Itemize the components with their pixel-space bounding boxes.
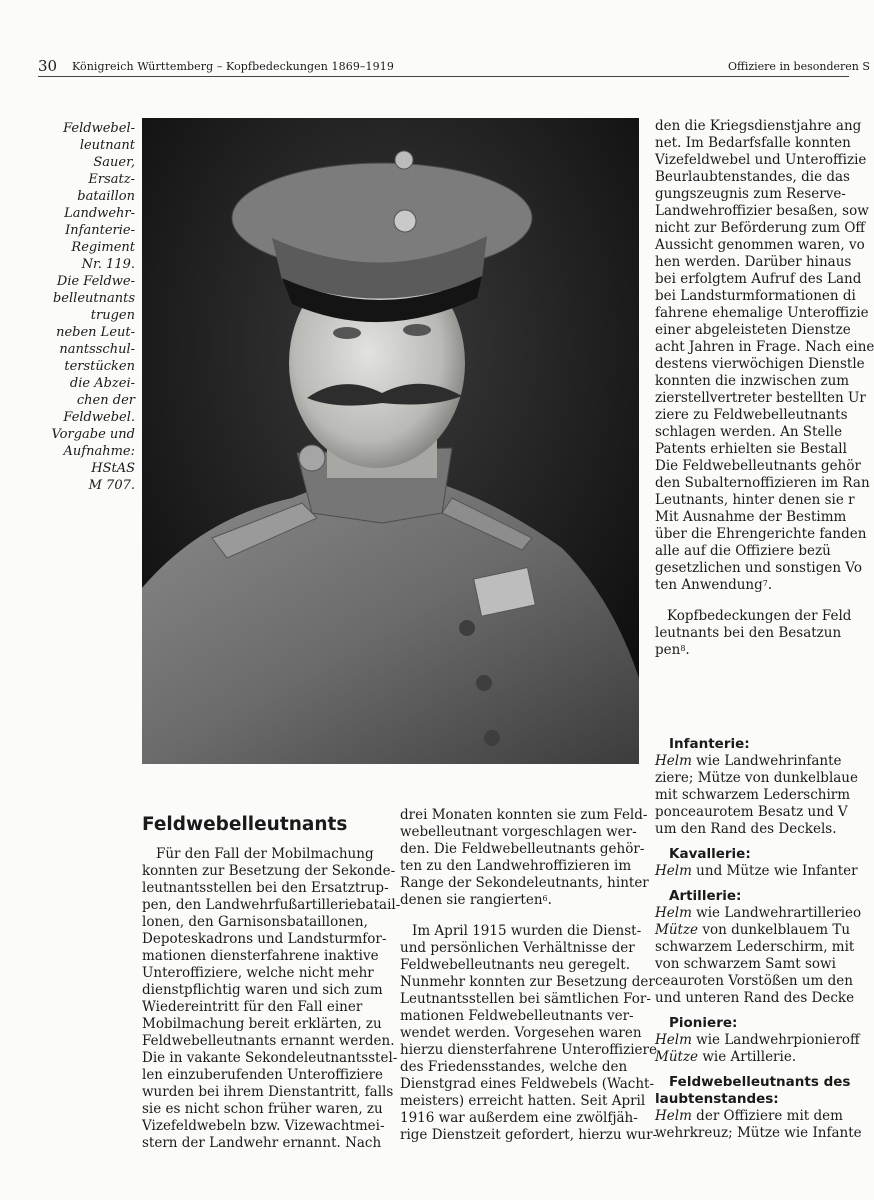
text-line: rige Dienstzeit gefordert, hierzu wur- bbox=[400, 1127, 658, 1143]
text-line: schwarzem Lederschirm, mit bbox=[655, 939, 855, 955]
subsection-artillerie bbox=[655, 888, 862, 1007]
text-line: Depoteskadrons und Landsturmfor- bbox=[142, 931, 387, 947]
text-line: den die Kriegsdienstjahre ang bbox=[655, 118, 862, 134]
text-line: lonen, den Garnisonsbataillonen, bbox=[142, 914, 368, 930]
text-line: alle auf die Offiziere bezü bbox=[655, 543, 831, 559]
caption-line: Aufnahme: bbox=[63, 444, 135, 459]
text-line: leutnantsstellen bei den Ersatztrup- bbox=[142, 880, 389, 896]
caption-line: Landwehr- bbox=[64, 206, 135, 221]
subsection-kavallerie bbox=[655, 846, 858, 880]
text-line: webelleutnant vorgeschlagen wer- bbox=[400, 824, 637, 840]
text-line: Mit Ausnahme der Bestimm bbox=[655, 509, 847, 525]
text-line: konnten die inzwischen zum bbox=[655, 373, 850, 389]
text-line: wehrkreuz; Mütze wie Infante bbox=[655, 1125, 862, 1141]
text-line: von schwarzem Samt sowi bbox=[655, 956, 836, 972]
text-line: acht Jahren in Frage. Nach eine bbox=[655, 339, 874, 355]
caption-line: bataillon bbox=[77, 189, 135, 204]
footnote-ref: 8 bbox=[680, 644, 686, 653]
column-middle bbox=[400, 807, 658, 1158]
running-section-title: Offiziere in besonderen S bbox=[728, 60, 870, 73]
text-line: Vizefeldwebeln bzw. Vizewachtmei- bbox=[142, 1118, 385, 1134]
text-line: Helm der Offiziere mit dem bbox=[655, 1108, 843, 1124]
text-line: Leutnantsstellen bei sämtlichen For- bbox=[400, 991, 651, 1007]
keyword: Helm bbox=[655, 753, 692, 769]
text-line: des Friedensstandes, welche den bbox=[400, 1059, 628, 1075]
text-line: bei erfolgtem Aufruf des Land bbox=[655, 271, 862, 287]
text-line: wendet werden. Vorgesehen waren bbox=[400, 1025, 642, 1041]
text-line: ten zu den Landwehroffizieren im bbox=[400, 858, 632, 874]
caption-line: HStAS bbox=[91, 461, 135, 476]
column-left bbox=[142, 846, 401, 1166]
text-line: Mütze wie Artillerie. bbox=[655, 1049, 797, 1065]
text-line: gungszeugnis zum Reserve- bbox=[655, 186, 846, 202]
caption-line: leutnant bbox=[79, 138, 135, 153]
keyword: Mütze bbox=[655, 1049, 699, 1065]
text-line: nicht zur Beförderung zum Off bbox=[655, 220, 865, 236]
paragraph bbox=[655, 118, 874, 594]
text-line: und persönlichen Verhältnisse der bbox=[400, 940, 635, 956]
text-line: Für den Fall der Mobilmachung bbox=[156, 846, 374, 862]
text-line: Die Feldwebelleutnants gehör bbox=[655, 458, 861, 474]
photo-caption bbox=[40, 120, 135, 494]
text-line: pen, den Landwehrfußartilleriebatail- bbox=[142, 897, 401, 913]
text-line: Dienstgrad eines Feldwebels (Wacht- bbox=[400, 1076, 655, 1092]
keyword: Helm bbox=[655, 863, 692, 879]
text-line: fahrene ehemalige Unteroffizie bbox=[655, 305, 869, 321]
caption-line: neben Leut- bbox=[56, 325, 135, 340]
text-line: Feldwebelleutnants ernannt werden. bbox=[142, 1033, 395, 1049]
text-line: Die in vakante Sekondeleutnantsstel- bbox=[142, 1050, 398, 1066]
text-line: ziere; Mütze von dunkelblaue bbox=[655, 770, 858, 786]
text-line: einer abgeleisteten Dienstze bbox=[655, 322, 851, 338]
page-number: 30 bbox=[38, 57, 58, 75]
subsection-title: laubtenstandes: bbox=[655, 1091, 779, 1107]
subsection-title: Kavallerie: bbox=[669, 846, 751, 862]
text-line: len einzuberufenden Unteroffiziere bbox=[142, 1067, 384, 1083]
text-line: Mütze von dunkelblauem Tu bbox=[655, 922, 851, 938]
text-line: zierstellvertreter bestellten Ur bbox=[655, 390, 866, 406]
caption-line: die Abzei- bbox=[69, 376, 135, 391]
header-rule bbox=[38, 76, 849, 77]
text-line: Helm wie Landwehrinfante bbox=[655, 753, 842, 769]
text-line: Feldwebelleutnants neu geregelt. bbox=[400, 957, 630, 973]
text-line: Nunmehr konnten zur Besetzung der bbox=[400, 974, 655, 990]
column-right-top bbox=[655, 118, 874, 673]
paragraph bbox=[142, 846, 401, 1152]
caption-line: Feldwebel. bbox=[63, 410, 135, 425]
keyword: Mütze bbox=[655, 922, 699, 938]
text-line: Aussicht genommen waren, vo bbox=[655, 237, 865, 253]
text-line: den Subalternoffizieren im Ran bbox=[655, 475, 870, 491]
text-line: hierzu diensterfahrene Unteroffiziere bbox=[400, 1042, 657, 1058]
text-line: bei Landsturmformationen di bbox=[655, 288, 856, 304]
text-line: um den Rand des Deckels. bbox=[655, 821, 837, 837]
text-line: den. Die Feldwebelleutnants gehör- bbox=[400, 841, 645, 857]
text-line: ten Anwendung$^7$. bbox=[655, 577, 773, 593]
subsection-infanterie bbox=[655, 736, 858, 838]
caption-line: Infanterie- bbox=[65, 223, 135, 238]
portrait-illustration bbox=[142, 118, 639, 764]
text-line: hen werden. Darüber hinaus bbox=[655, 254, 852, 270]
section-heading: Feldwebelleutnants bbox=[142, 814, 348, 835]
text-line: Wiedereintritt für den Fall einer bbox=[142, 999, 363, 1015]
text-line: ponceaurotem Besatz und V bbox=[655, 804, 848, 820]
text-line: denen sie rangierten$^6$. bbox=[400, 892, 552, 908]
keyword: Helm bbox=[655, 905, 692, 921]
subsection-beurlaubten bbox=[655, 1074, 862, 1142]
text-line: Patents erhielten sie Bestall bbox=[655, 441, 847, 457]
text-line: leutnants bei den Besatzun bbox=[655, 625, 842, 641]
caption-line: Vorgabe und bbox=[51, 427, 135, 442]
subsection-pioniere bbox=[655, 1015, 860, 1066]
text-line: ceauroten Vorstößen um den bbox=[655, 973, 853, 989]
text-line: meisters) erreicht hatten. Seit April bbox=[400, 1093, 646, 1109]
caption-line: Regiment bbox=[71, 240, 135, 255]
caption-line: chen der bbox=[76, 393, 135, 408]
caption-line: Ersatz- bbox=[88, 172, 135, 187]
text-line: schlagen werden. An Stelle bbox=[655, 424, 843, 440]
caption-line: Die Feldwe- bbox=[56, 274, 135, 289]
subsection-title: Artillerie: bbox=[669, 888, 742, 904]
text-line: Leutnants, hinter denen sie r bbox=[655, 492, 855, 508]
footnote-ref: 7 bbox=[762, 579, 768, 588]
text-line: Im April 1915 wurden die Dienst- bbox=[412, 923, 642, 939]
caption-line: belleutnants bbox=[52, 291, 135, 306]
text-line: Mobilmachung bereit erklärten, zu bbox=[142, 1016, 382, 1032]
paragraph bbox=[655, 608, 855, 659]
paragraph bbox=[400, 807, 649, 909]
caption-line: M 707. bbox=[88, 478, 135, 493]
text-line: Unteroffiziere, welche nicht mehr bbox=[142, 965, 374, 981]
text-line: pen$^8$. bbox=[655, 642, 690, 658]
text-line: ziere zu Feldwebelleutnants bbox=[655, 407, 848, 423]
text-line: 1916 war außerdem eine zwölfjäh- bbox=[400, 1110, 638, 1126]
caption-line: terstücken bbox=[64, 359, 135, 374]
text-line: Vizefeldwebel und Unteroffizie bbox=[655, 152, 867, 168]
text-line: dienstpflichtig waren und sich zum bbox=[142, 982, 383, 998]
text-line: gesetzlichen und sonstigen Vo bbox=[655, 560, 862, 576]
text-line: destens vierwöchigen Dienstle bbox=[655, 356, 865, 372]
text-line: mit schwarzem Lederschirm bbox=[655, 787, 851, 803]
keyword: Helm bbox=[655, 1108, 692, 1124]
running-title: Königreich Württemberg – Kopfbedeckungen 1869–1919 bbox=[72, 60, 394, 73]
text-line: Beurlaubtenstandes, die das bbox=[655, 169, 850, 185]
text-line: über die Ehrengerichte fanden bbox=[655, 526, 867, 542]
caption-line: Feldwebel- bbox=[63, 121, 135, 136]
caption-line: nantsschul- bbox=[59, 342, 135, 357]
subsection-title: Feldwebelleutnants des bbox=[669, 1074, 851, 1090]
text-line: mationen Feldwebelleutnants ver- bbox=[400, 1008, 634, 1024]
text-line: Kopfbedeckungen der Feld bbox=[667, 608, 852, 624]
text-line: konnten zur Besetzung der Sekonde- bbox=[142, 863, 396, 879]
text-line: drei Monaten konnten sie zum Feld- bbox=[400, 807, 648, 823]
text-line: Helm und Mütze wie Infanter bbox=[655, 863, 858, 879]
text-line: mationen diensterfahrene inaktive bbox=[142, 948, 379, 964]
portrait-photo bbox=[142, 118, 639, 764]
subsection-title: Pioniere: bbox=[669, 1015, 738, 1031]
text-line: Helm wie Landwehrpionieroff bbox=[655, 1032, 860, 1048]
text-line: Helm wie Landwehrartillerieo bbox=[655, 905, 862, 921]
caption-line: trugen bbox=[90, 308, 135, 323]
text-line: Range der Sekondeleutnants, hinter bbox=[400, 875, 649, 891]
text-line: und unteren Rand des Decke bbox=[655, 990, 855, 1006]
footnote-ref: 6 bbox=[542, 894, 548, 903]
text-line: sie es nicht schon früher waren, zu bbox=[142, 1101, 383, 1117]
keyword: Helm bbox=[655, 1032, 692, 1048]
text-line: Landwehroffizier besaßen, sow bbox=[655, 203, 869, 219]
caption-line: Sauer, bbox=[93, 155, 135, 170]
subsection-title: Infanterie: bbox=[669, 736, 750, 752]
text-line: net. Im Bedarfsfalle konnten bbox=[655, 135, 851, 151]
text-line: stern der Landwehr ernannt. Nach bbox=[142, 1135, 382, 1151]
caption-line: Nr. 119. bbox=[81, 257, 135, 272]
paragraph bbox=[400, 923, 658, 1144]
column-right-bottom bbox=[655, 736, 862, 1142]
text-line: wurden bei ihrem Dienstantritt, falls bbox=[142, 1084, 394, 1100]
